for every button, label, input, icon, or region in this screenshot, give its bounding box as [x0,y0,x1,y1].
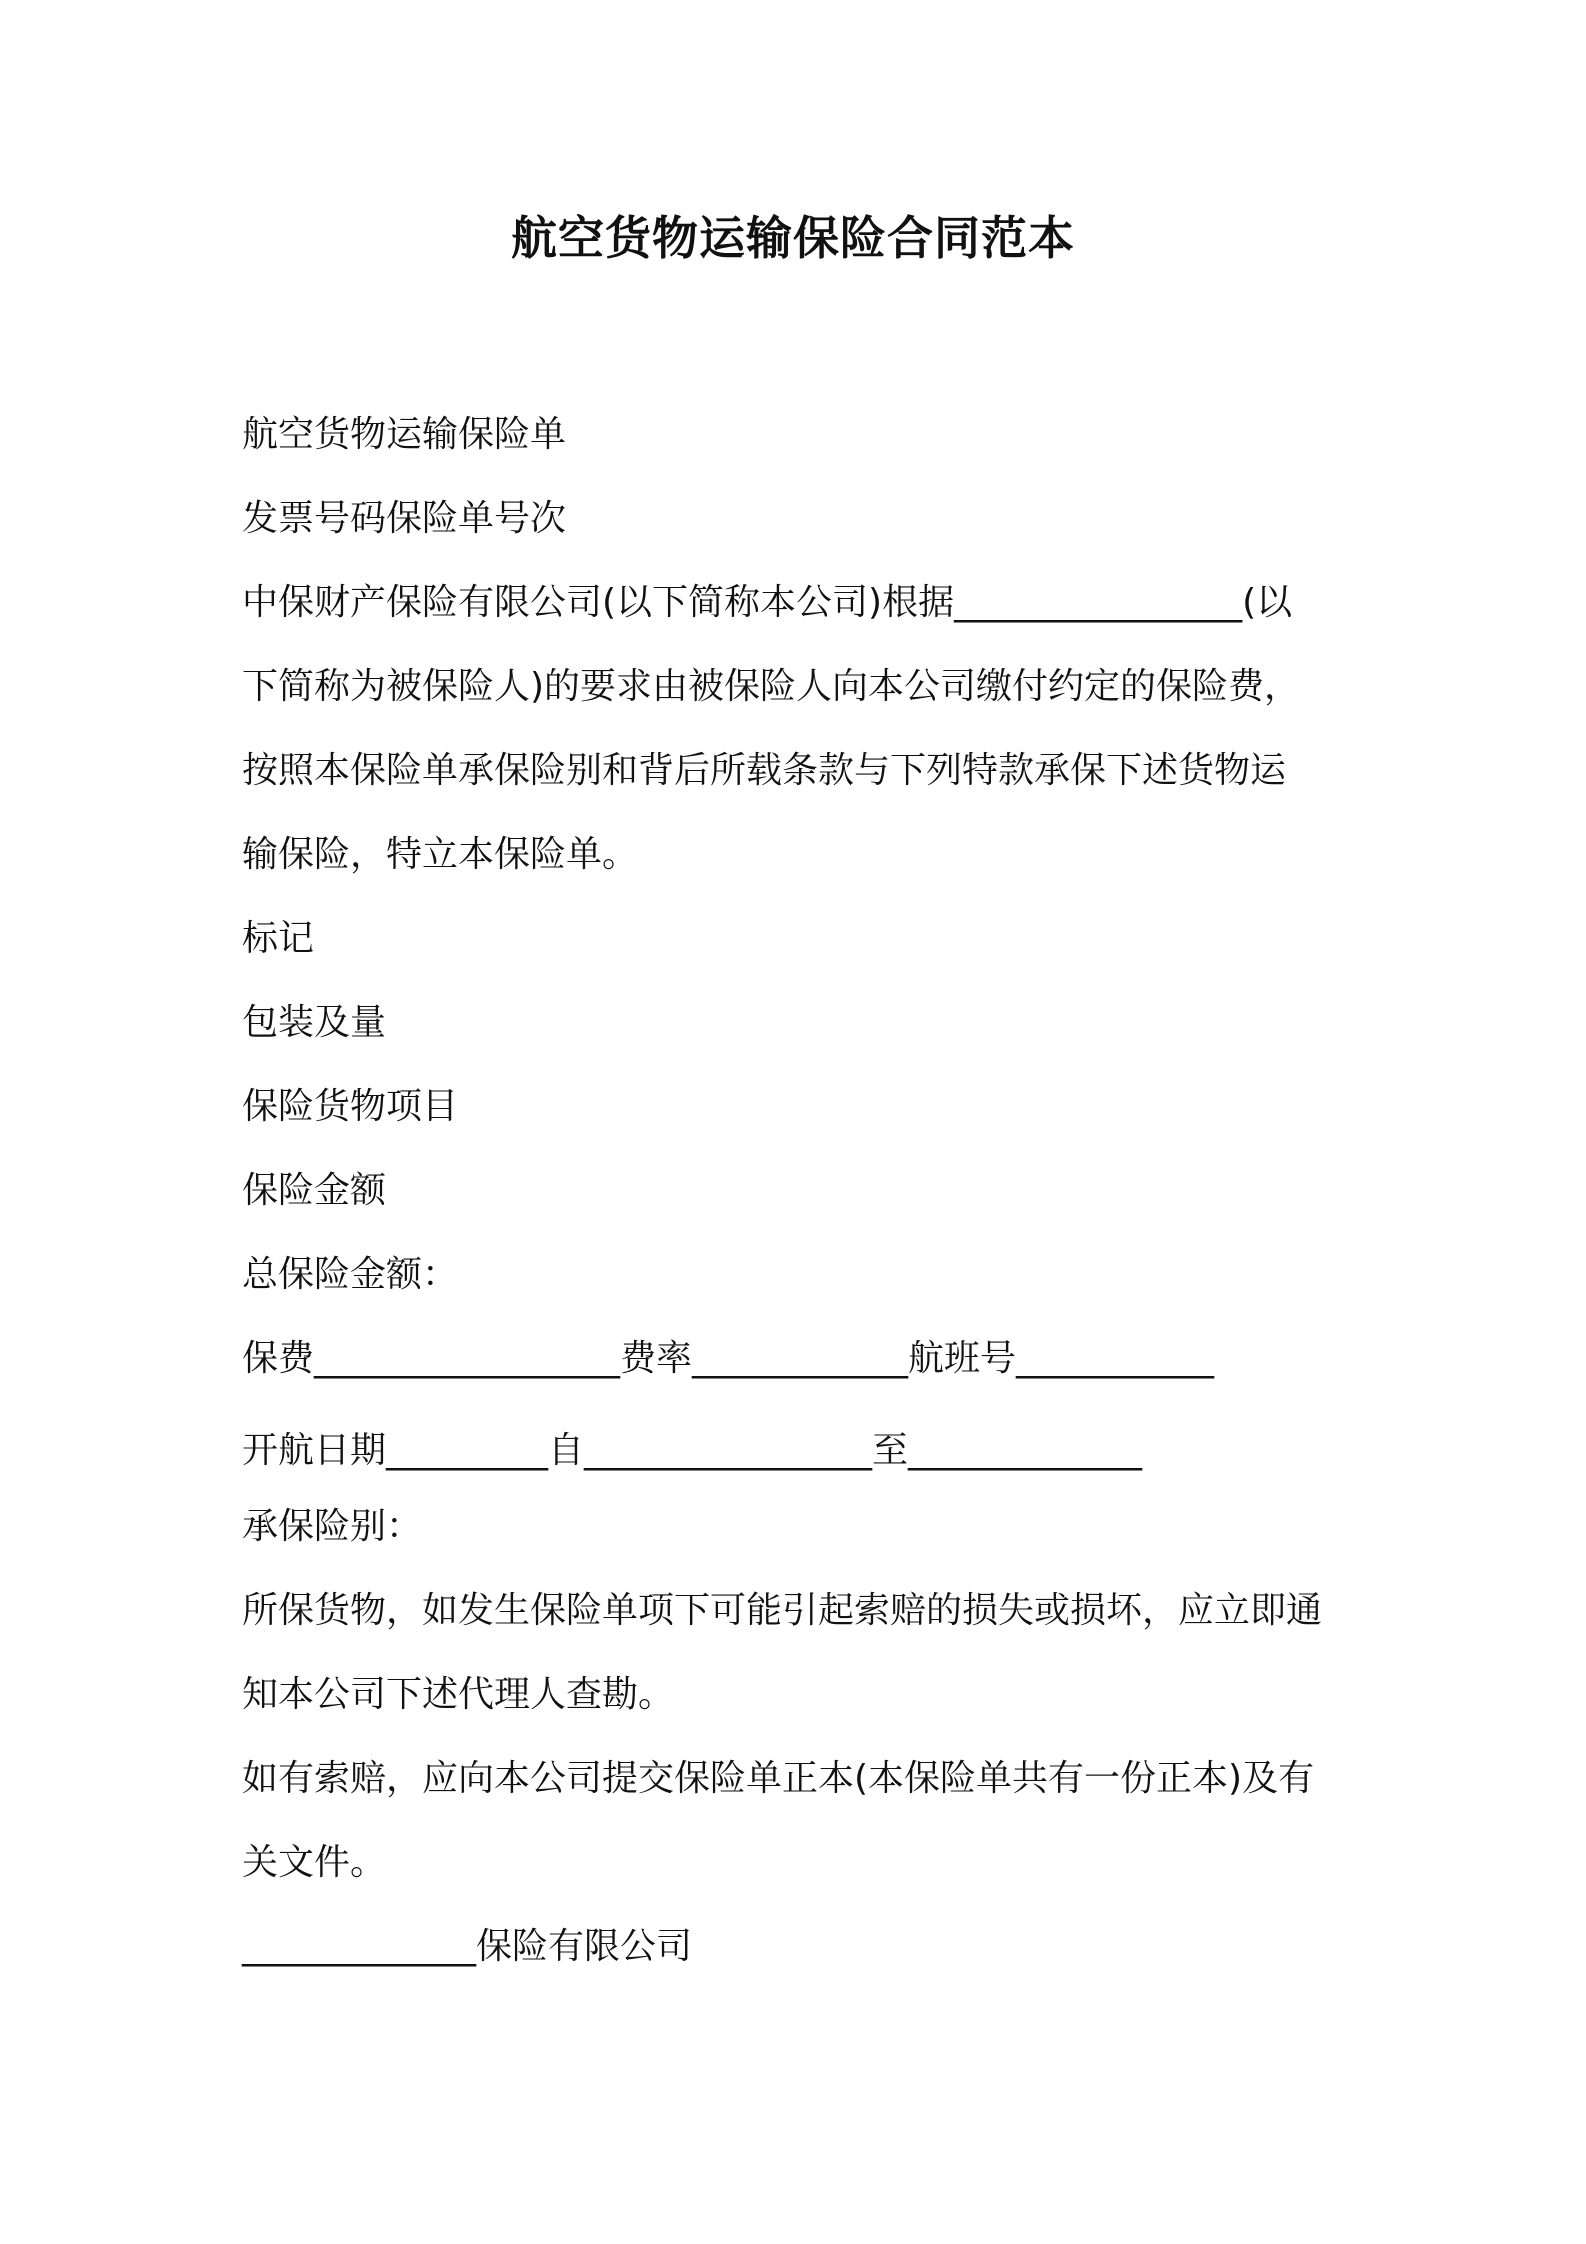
intro-paragraph-line-1: 中保财产保险有限公司(以下简称本公司)根据________________(以 [242,582,1293,623]
insured-amount-label: 保险金额 [242,1170,387,1211]
claims-notice-line-2: 知本公司下述代理人查勘。 [242,1674,675,1715]
total-insured-amount-label: 总保险金额： [242,1254,459,1295]
packing-quantity-label: 包装及量 [242,1002,387,1043]
claims-documents-line-2: 关文件。 [242,1842,387,1883]
claims-documents-line-1: 如有索赔，应向本公司提交保险单正本(本保险单共有一份正本)及有 [242,1758,1315,1799]
premium-rate-flight-line: 保费_________________费率____________航班号___________ [242,1338,1215,1379]
invoice-policy-number-line: 发票号码保险单号次 [242,498,567,539]
intro-paragraph-line-3: 按照本保险单承保险别和背后所载条款与下列特款承保下述货物运 [242,750,1287,791]
policy-heading: 航空货物运输保险单 [242,414,567,455]
document-title: 航空货物运输保险合同范本 [511,211,1075,265]
coverage-label: 承保险别： [242,1506,423,1547]
claims-notice-line-1: 所保货物，如发生保险单项下可能引起索赔的损失或损坏，应立即通 [242,1590,1323,1631]
departure-route-line: 开航日期_________自________________至_____________ [242,1430,1143,1471]
insured-goods-label: 保险货物项目 [242,1086,459,1127]
insurer-signature-line: _____________保险有限公司 [242,1926,693,1967]
intro-paragraph-line-4: 输保险，特立本保险单。 [242,834,639,875]
intro-paragraph-line-2: 下简称为被保险人)的要求由被保险人向本公司缴付约定的保险费， [242,666,1301,707]
marks-label: 标记 [242,918,315,959]
